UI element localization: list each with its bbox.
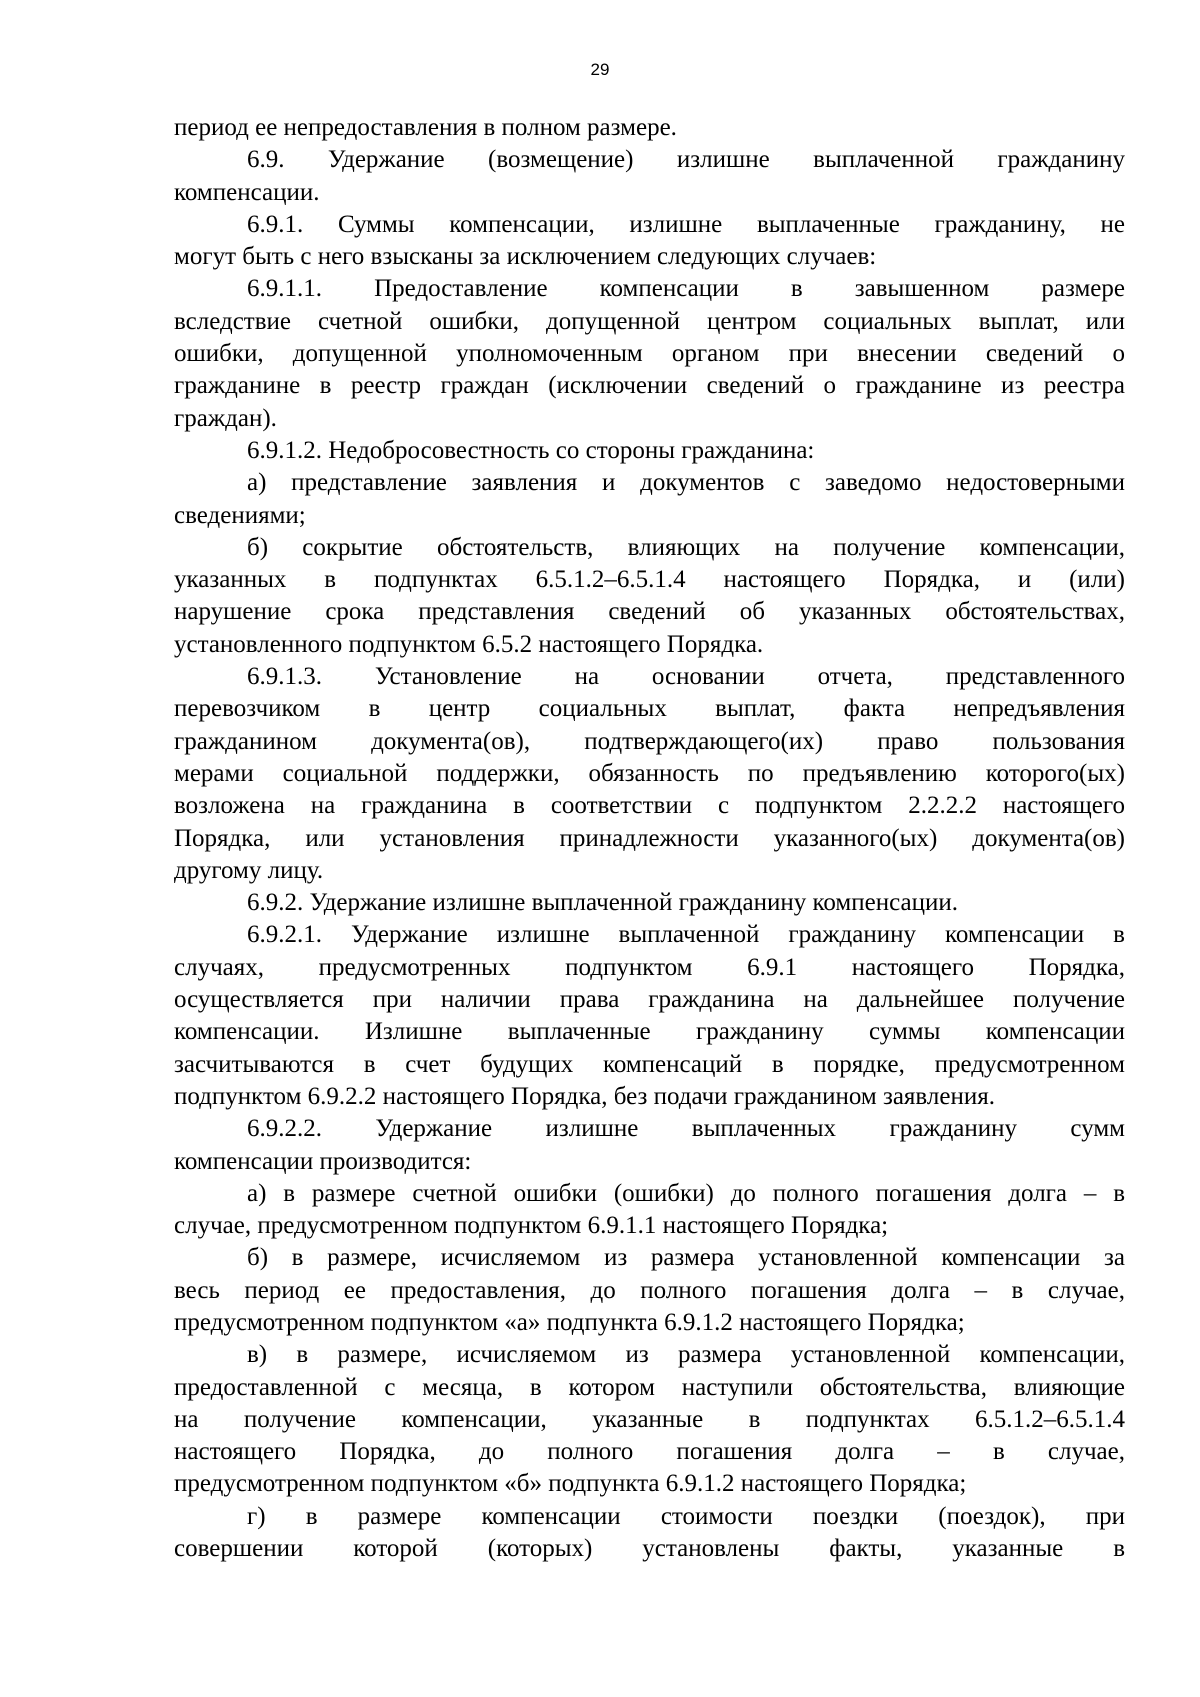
text-line: граждан). [174,404,277,432]
text-line: 6.9.1.3. Установление на основании отчета, представленного [247,663,1125,691]
text-line: гражданине в реестр граждан (исключении сведений о гражданине из реестра [174,372,1125,400]
text-line: Порядка, или установления принадлежности указанного(ых) документа(ов) [174,824,1125,852]
text-line: ошибки, допущенной уполномоченным органом при внесении сведений о [174,340,1125,368]
text-line: 6.9.1. Суммы компенсации, излишне выплаченные гражданину, не [247,210,1125,238]
text-line: возложена на гражданина в соответствии с подпунктом 2.2.2.2 настоящего [174,792,1125,820]
text-line: в) в размере, исчисляемом из размера установленной компенсации, [247,1341,1125,1369]
text-line: б) сокрытие обстоятельств, влияющих на получение компенсации, [247,533,1125,561]
text-line: а) представление заявления и документов с заведомо недостоверными [247,469,1125,497]
text-line: 6.9.2. Удержание излишне выплаченной гражданину компенсации. [247,889,958,917]
text-line: совершении которой (которых) установлены факты, указанные в [174,1535,1125,1563]
text-line: сведениями; [174,501,306,529]
text-line: предусмотренном подпунктом «б» подпункта 6.9.1.2 настоящего Порядка; [174,1470,967,1498]
text-line: предусмотренном подпунктом «а» подпункта 6.9.1.2 настоящего Порядка; [174,1308,965,1336]
text-line: другому лицу. [174,856,324,884]
text-line: предоставленной с месяца, в котором наступили обстоятельства, влияющие [174,1373,1125,1401]
paragraph [174,1178,1125,1243]
paragraph [174,209,1125,274]
text-line: указанных в подпунктах 6.5.1.2–6.5.1.4 настоящего Порядка, и (или) [174,566,1125,594]
document-body [174,112,1125,1565]
paragraph [174,919,1125,1113]
text-line: а) в размере счетной ошибки (ошибки) до полного погашения долга – в [247,1179,1125,1207]
text-line: вследствие счетной ошибки, допущенной центром социальных выплат, или [174,307,1125,335]
paragraph [174,1339,1125,1500]
text-line: подпунктом 6.9.2.2 настоящего Порядка, без подачи гражданином заявления. [174,1082,995,1110]
text-line: случаях, предусмотренных подпунктом 6.9.1 настоящего Порядка, [174,953,1125,981]
text-line: мерами социальной поддержки, обязанность по предъявлению которого(ых) [174,759,1125,787]
text-line: гражданином документа(ов), подтверждающего(их) право пользования [174,727,1125,755]
paragraph [174,144,1125,209]
text-line: 6.9. Удержание (возмещение) излишне выплаченной гражданину [247,146,1125,174]
text-line: компенсации производится: [174,1147,472,1175]
text-line: 6.9.2.2. Удержание излишне выплаченных гражданину сумм [247,1115,1125,1143]
paragraph [174,435,1125,467]
paragraph [174,532,1125,661]
text-line: компенсации. [174,178,320,206]
text-line: на получение компенсации, указанные в подпунктах 6.5.1.2–6.5.1.4 [174,1405,1125,1433]
paragraph [174,112,1125,144]
paragraph [174,887,1125,919]
text-line: б) в размере, исчисляемом из размера установленной компенсации за [247,1244,1125,1272]
text-line: весь период ее предоставления, до полного погашения долга – в случае, [174,1276,1125,1304]
text-line: осуществляется при наличии права гражданина на дальнейшее получение [174,986,1125,1014]
paragraph [174,1242,1125,1339]
text-line: г) в размере компенсации стоимости поездки (поездок), при [247,1502,1125,1530]
text-line: перевозчиком в центр социальных выплат, факта непредъявления [174,695,1125,723]
paragraph [174,661,1125,887]
text-line: период ее непредоставления в полном размере. [174,114,677,141]
paragraph [174,1501,1125,1566]
text-line: компенсации. Излишне выплаченные гражданину суммы компенсации [174,1018,1125,1046]
text-line: нарушение срока представления сведений об указанных обстоятельствах, [174,598,1125,626]
text-line: засчитываются в счет будущих компенсаций в порядке, предусмотренном [174,1050,1125,1078]
text-line: случае, предусмотренном подпунктом 6.9.1.1 настоящего Порядка; [174,1212,889,1240]
paragraph [174,1113,1125,1178]
page-number: 29 [590,60,610,79]
text-line: 6.9.1.2. Недобросовестность со стороны гражданина: [247,436,815,464]
text-line: могут быть с него взысканы за исключением следующих случаев: [174,243,877,271]
text-line: 6.9.1.1. Предоставление компенсации в завышенном размере [247,275,1125,303]
text-line: настоящего Порядка, до полного погашения долга – в случае, [174,1438,1125,1466]
text-line: установленного подпунктом 6.5.2 настоящего Порядка. [174,630,764,658]
paragraph [174,273,1125,434]
text-line: 6.9.2.1. Удержание излишне выплаченной гражданину компенсации в [247,921,1125,949]
paragraph [174,467,1125,532]
